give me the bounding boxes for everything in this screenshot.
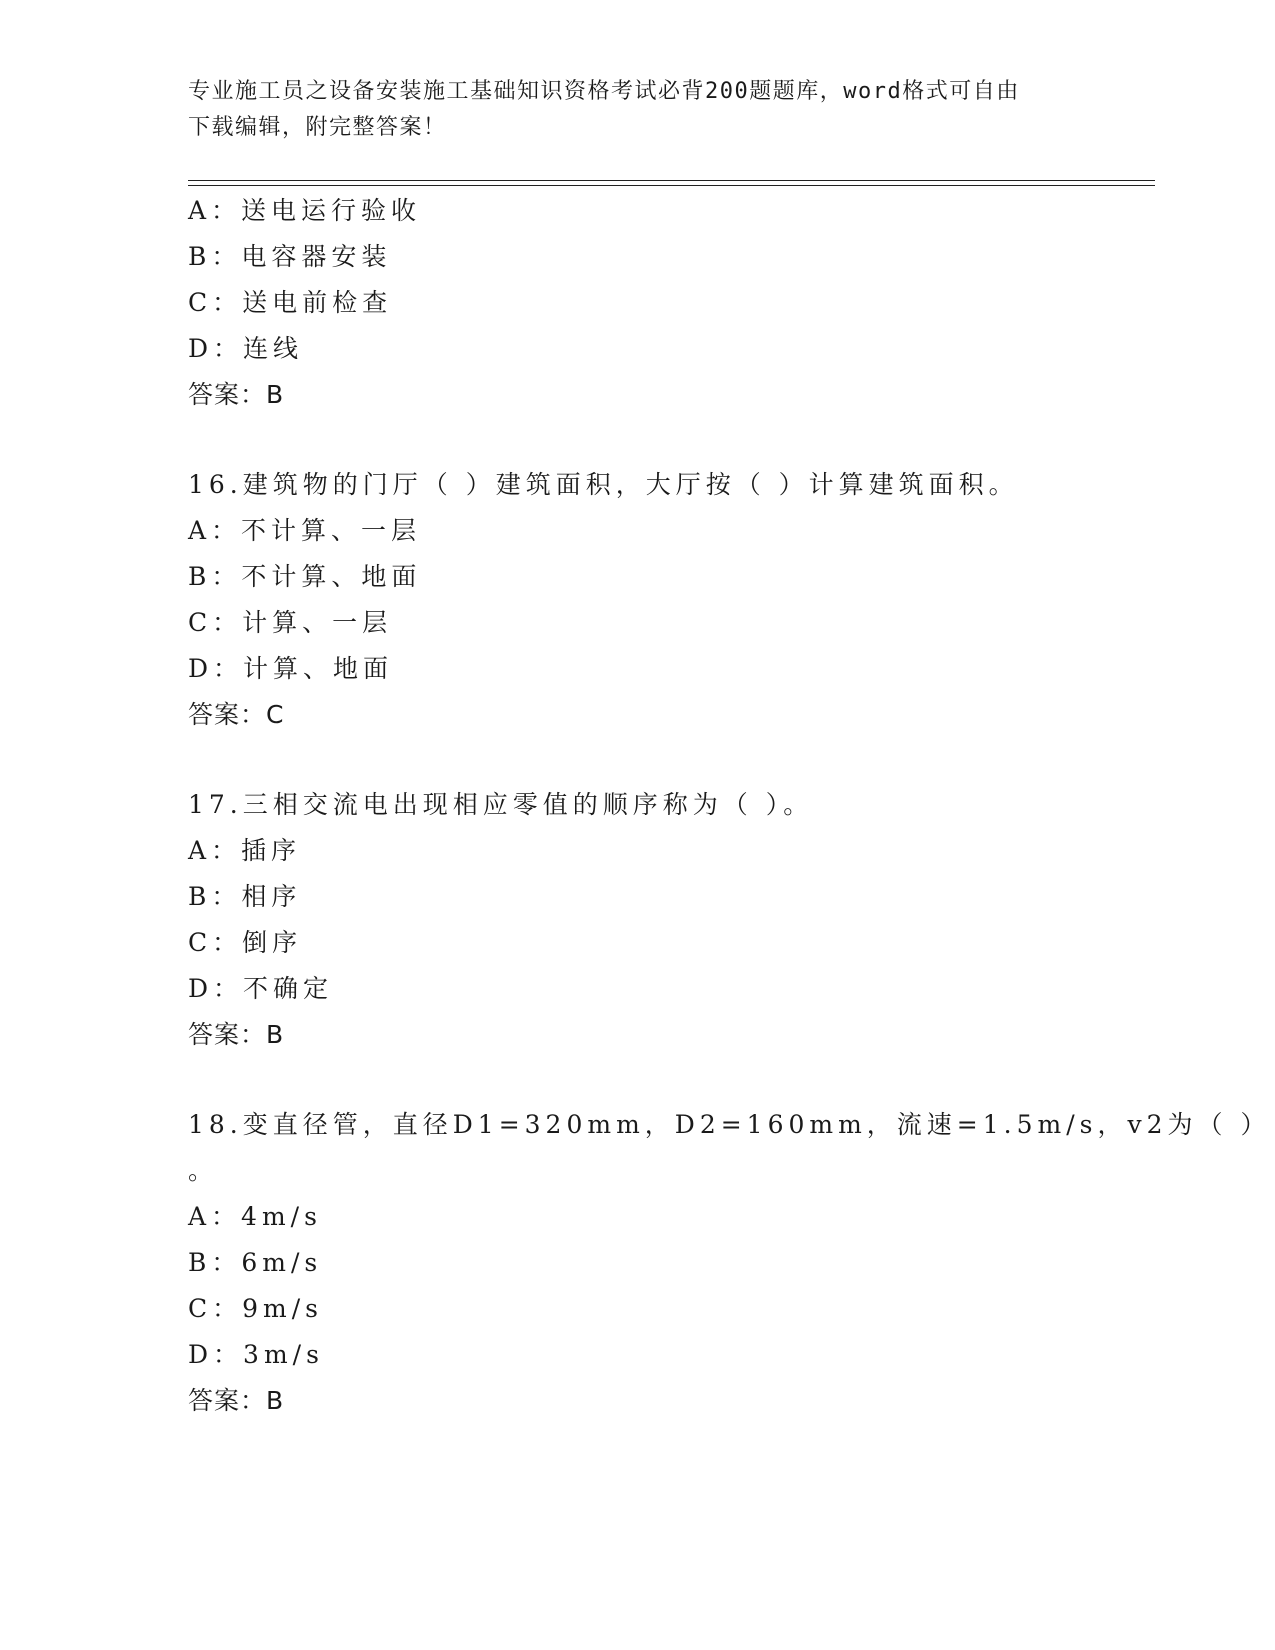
option-b: B：电容器安装 [188,242,392,271]
option-c: C：计算、一层 [188,608,393,637]
question-list [188,188,1271,1424]
answer-line: 答案：B [188,380,285,409]
question-stem: 16.建筑物的门厅（ ）建筑面积，大厅按（ ）计算建筑面积。 [188,470,1019,499]
option-b: B：相序 [188,882,302,911]
option-a: A：4m/s [188,1202,322,1231]
answer-line: 答案：B [188,1020,285,1049]
option-d: D：计算、地面 [188,654,394,683]
answer-line: 答案：B [188,1386,285,1415]
header-line-1: 专业施工员之设备安装施工基础知识资格考试必背200题题库，word格式可自由 [188,79,1020,104]
option-c: C：倒序 [188,928,303,957]
header-divider-bottom [188,185,1155,186]
question-stem: 18.变直径管，直径D1=320mm，D2=160mm，流速=1.5m/s，v2为（ ） [188,1110,1271,1139]
question-block [188,1102,1271,1424]
option-a: A：不计算、一层 [188,516,422,545]
answer-line: 答案：C [188,700,285,729]
option-b: B：6m/s [188,1248,323,1277]
option-d: D：3m/s [188,1340,324,1369]
document-header [188,74,1088,146]
option-b: B：不计算、地面 [188,562,422,591]
option-a: A：插序 [188,836,302,865]
question-stem-continuation: 。 [188,1156,214,1185]
option-c: C：9m/s [188,1294,323,1323]
question-stem: 17.三相交流电出现相应零值的顺序称为（ ）。 [188,790,814,819]
question-block [188,782,1088,1058]
header-divider-top [188,180,1155,181]
header-line-2: 下载编辑，附完整答案！ [188,115,447,140]
option-d: D：连线 [188,334,304,363]
question-block [188,188,1088,418]
option-c: C：送电前检查 [188,288,393,317]
question-block [188,462,1088,738]
option-a: A：送电运行验收 [188,196,422,225]
option-d: D：不确定 [188,974,334,1003]
